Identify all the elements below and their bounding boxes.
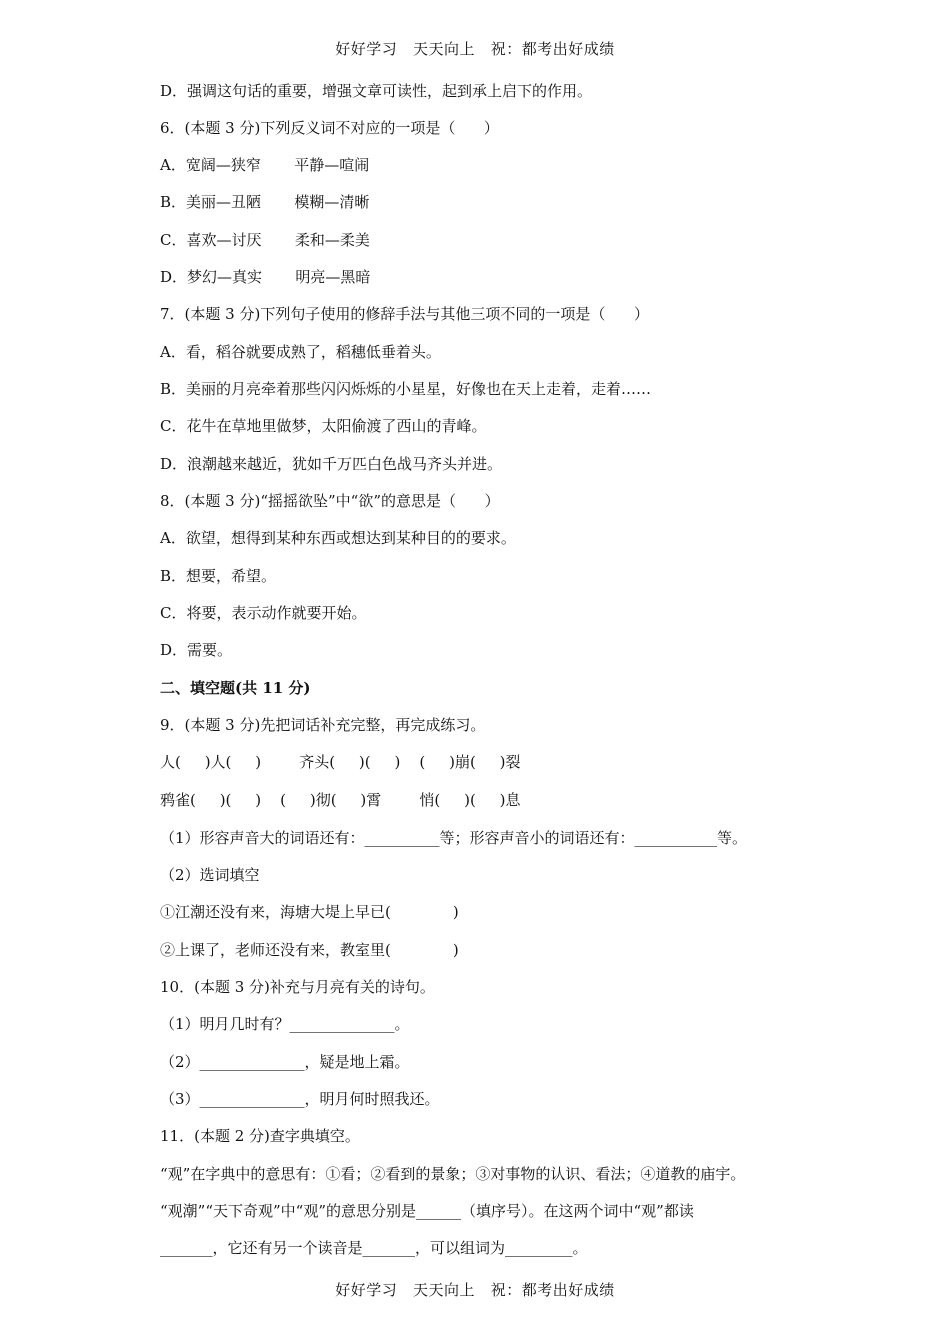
q10-part-2: （2）______________，疑是地上霜。: [160, 1053, 410, 1071]
q7-option-a: A．看，稻谷就要成熟了，稻穗低垂着头。: [160, 343, 441, 361]
q9-idioms-row-2: 鸦雀( )( ) ( )彻( )霄 悄( )( )息: [160, 791, 521, 809]
q7-option-c: C．花牛在草地里做梦，太阳偷渡了西山的青峰。: [160, 417, 487, 435]
q8-option-c: C．将要，表示动作就要开始。: [160, 604, 367, 622]
q6-stem: 6．(本题 3 分)下列反义词不对应的一项是（ ）: [160, 119, 499, 137]
q8-option-d: D．需要。: [160, 641, 233, 659]
q11-question-cont: _______，它还有另一个读音是_______，可以组词为_________。: [160, 1239, 588, 1257]
q9-part-1: （1）形容声音大的词语还有：__________等；形容声音小的词语还有：___________等。: [160, 829, 748, 847]
q6-option-d: D．梦幻—真实 明亮—黑暗: [160, 268, 371, 286]
q5-option-d: D．强调这句话的重要，增强文章可读性，起到承上启下的作用。: [160, 82, 593, 100]
q10-part-3: （3）______________，明月何时照我还。: [160, 1090, 440, 1108]
q7-option-b: B．美丽的月亮牵着那些闪闪烁烁的小星星，好像也在天上走着，走着……: [160, 380, 652, 398]
q9-fill-2: ②上课了，老师还没有来，教室里( ): [160, 941, 459, 959]
q11-definition: “观”在字典中的意思有：①看；②看到的景象；③对事物的认识、看法；④道教的庙宇。: [160, 1165, 746, 1183]
q11-question: “观潮”“天下奇观”中“观”的意思分别是______（填序号）。在这两个词中“观”都读: [160, 1202, 694, 1220]
q6-option-a: A．宽阔—狭窄 平静—喧闹: [160, 156, 370, 174]
q9-stem: 9．(本题 3 分)先把词话补充完整，再完成练习。: [160, 716, 486, 734]
q10-stem: 10．(本题 3 分)补充与月亮有关的诗句。: [160, 978, 435, 996]
q9-fill-1: ①江潮还没有来，海塘大堤上早已( ): [160, 903, 459, 921]
q6-option-b: B．美丽—丑陋 模糊—清晰: [160, 193, 370, 211]
page-footer: 好好学习 天天向上 祝：都考出好成绩: [335, 1281, 615, 1299]
q8-stem: 8．(本题 3 分)“摇摇欲坠”中“欲”的意思是（ ）: [160, 492, 500, 510]
section-title-fill-in: 二、填空题(共 11 分): [160, 679, 311, 697]
q10-part-1: （1）明月几时有？______________。: [160, 1015, 410, 1033]
q9-idioms-row-1: 人( )人( ) 齐头( )( ) ( )崩( )裂: [160, 753, 521, 771]
q9-part-2: （2）选词填空: [160, 866, 260, 884]
q8-option-b: B．想要，希望。: [160, 567, 277, 585]
page-header: 好好学习 天天向上 祝：都考出好成绩: [335, 40, 615, 58]
q7-stem: 7．(本题 3 分)下列句子使用的修辞手法与其他三项不同的一项是（ ）: [160, 305, 649, 323]
q6-option-c: C．喜欢—讨厌 柔和—柔美: [160, 231, 370, 249]
q7-option-d: D．浪潮越来越近，犹如千万匹白色战马齐头并进。: [160, 455, 503, 473]
q11-stem: 11．(本题 2 分)查字典填空。: [160, 1127, 360, 1145]
q8-option-a: A．欲望，想得到某种东西或想达到某种目的的要求。: [160, 529, 516, 547]
